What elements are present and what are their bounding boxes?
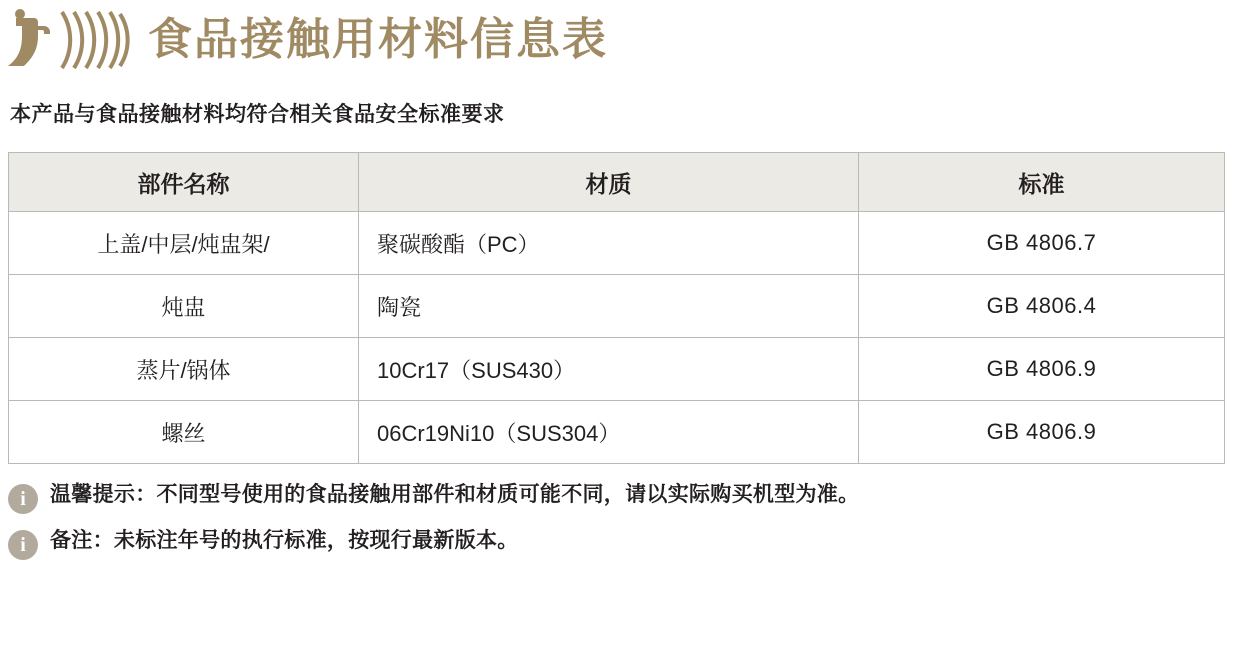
cell-part: 上盖/中层/炖盅架/ [9,212,359,275]
cell-part: 炖盅 [9,275,359,338]
cell-standard: GB 4806.7 [859,212,1225,275]
document-subtitle: 本产品与食品接触材料均符合相关食品安全标准要求 [10,103,505,126]
info-icon: i [8,530,38,560]
column-header-material: 材质 [359,153,859,212]
table-row [9,338,1225,401]
note-tip [8,480,1225,514]
kettle-arc-logo-icon [8,8,130,72]
cell-standard: GB 4806.9 [859,338,1225,401]
cell-part: 螺丝 [9,401,359,464]
table-row [9,275,1225,338]
notes-section [8,480,1225,560]
note-tip-text: 温馨提示：不同型号使用的食品接触用部件和材质可能不同，请以实际购买机型为准。 [50,483,860,506]
cell-part: 蒸片/锅体 [9,338,359,401]
column-header-part: 部件名称 [9,153,359,212]
table-row [9,401,1225,464]
info-icon: i [8,484,38,514]
cell-standard: GB 4806.4 [859,275,1225,338]
page-title: 食品接触用材料信息表 [148,15,608,64]
document-header [8,0,1225,76]
cell-standard: GB 4806.9 [859,401,1225,464]
cell-material: 10Cr17（SUS430） [359,338,859,401]
cell-material: 06Cr19Ni10（SUS304） [359,401,859,464]
table-header-row [9,153,1225,212]
table-row [9,212,1225,275]
note-remark-text: 备注：未标注年号的执行标准，按现行最新版本。 [50,529,519,552]
column-header-standard: 标准 [859,153,1225,212]
note-remark [8,526,1225,560]
material-info-table [8,152,1225,464]
cell-material: 陶瓷 [359,275,859,338]
cell-material: 聚碳酸酯（PC） [359,212,859,275]
